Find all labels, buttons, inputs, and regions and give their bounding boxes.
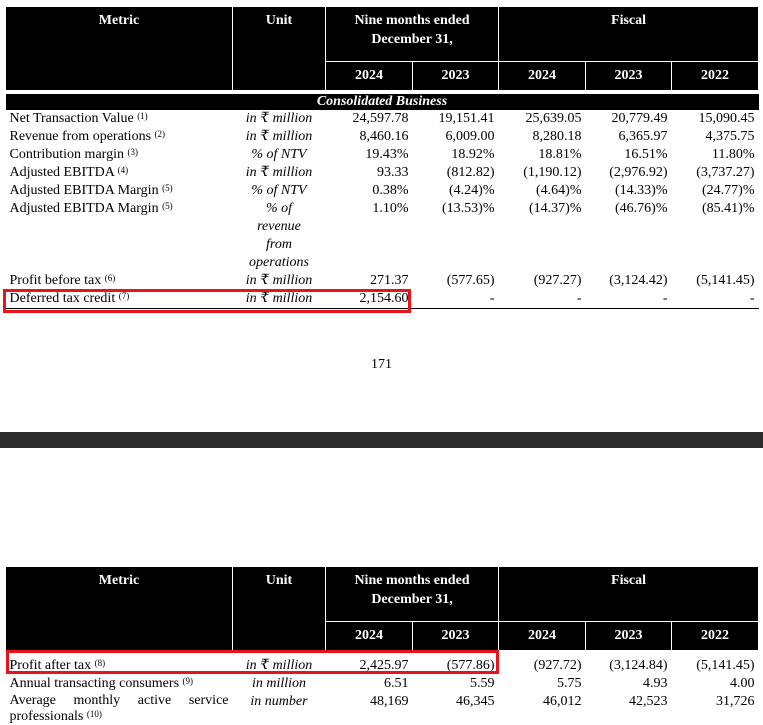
value-cell: (5,141.45) [696, 657, 755, 673]
metric-label: Profit after tax [9, 657, 92, 673]
unit-cell: in number [250, 693, 308, 709]
value-cell: 8,460.16 [359, 128, 409, 144]
table-row [6, 164, 759, 182]
value-cell: (14.33)% [615, 182, 668, 198]
metric-label: Adjusted EBITDA [9, 164, 115, 180]
value-cell: (14.37)% [529, 200, 582, 216]
metric-label: Contribution margin [9, 146, 124, 162]
value-cell: (3,124.84) [609, 657, 668, 673]
value-cell: 2,425.97 [359, 657, 409, 673]
header-year: 2023 [586, 622, 672, 652]
value-cell: (1,190.12) [523, 164, 582, 180]
kpi-table-top [5, 6, 759, 309]
value-cell: 6,009.00 [445, 128, 495, 144]
value-cell: 18.81% [538, 146, 582, 162]
metric-label: Net Transaction Value [9, 110, 134, 126]
metric-cell [6, 693, 233, 725]
footnote-ref: (5) [162, 182, 173, 193]
table-row [6, 146, 759, 164]
value-cell: 46,345 [456, 693, 495, 709]
value-cell: (85.41)% [702, 200, 755, 216]
header-nine-months: Nine months ended December 31, [326, 7, 499, 62]
value-cell: (812.82) [446, 164, 495, 180]
value-cell: 271.37 [370, 272, 409, 288]
value-cell: (927.27) [533, 272, 582, 288]
table-row [6, 693, 759, 725]
value-cell: 31,726 [716, 693, 755, 709]
value-cell: 24,597.78 [352, 110, 409, 126]
value-cell: 48,169 [370, 693, 409, 709]
section-title: Consolidated Business [6, 92, 759, 110]
value-cell: - [413, 290, 499, 309]
value-cell: 19.43% [365, 146, 409, 162]
header-year: 2024 [499, 62, 586, 92]
value-cell: (577.65) [446, 272, 495, 288]
value-cell: - [586, 290, 672, 309]
kpi-table-bottom [5, 566, 759, 725]
value-cell: 46,012 [543, 693, 582, 709]
unit-cell: in million [251, 675, 307, 691]
value-cell: - [499, 290, 586, 309]
metric-cell [6, 128, 233, 146]
value-cell: 20,779.49 [611, 110, 668, 126]
unit-cell: in ₹ million [245, 128, 313, 144]
value-cell: 11.80% [711, 146, 755, 162]
header-metric: Metric [6, 567, 233, 652]
value-cell: (2,976.92) [609, 164, 668, 180]
value-cell: (24.77)% [702, 182, 755, 198]
value-cell: 19,151.41 [438, 110, 495, 126]
value-cell: 0.38% [372, 182, 409, 198]
header-fiscal: Fiscal [499, 567, 759, 622]
metric-cell [6, 182, 233, 200]
value-cell: (3,737.27) [696, 164, 755, 180]
header-unit: Unit [233, 7, 326, 92]
page-number: 171 [371, 357, 392, 372]
header-metric: Metric [6, 7, 233, 92]
header-nine-months: Nine months ended December 31, [326, 567, 499, 622]
metric-label: Deferred tax credit [9, 290, 116, 306]
table-row [6, 200, 759, 272]
footnote-ref: (5) [162, 200, 173, 211]
value-cell: (3,124.42) [609, 272, 668, 288]
header-year: 2023 [413, 62, 499, 92]
table-row [6, 128, 759, 146]
metric-label: Average monthly active service professionals [9, 692, 229, 724]
value-cell: 5.59 [470, 675, 495, 691]
unit-cell: in ₹ million [233, 290, 326, 309]
header-fiscal: Fiscal [499, 7, 759, 62]
value-cell: 2,154.60 [326, 290, 413, 309]
value-cell: - [672, 290, 759, 309]
metric-cell [6, 146, 233, 164]
value-cell: 1.10% [372, 200, 409, 216]
value-cell: 25,639.05 [525, 110, 582, 126]
metric-label: Adjusted EBITDA Margin [9, 182, 159, 198]
footnote-ref: (8) [94, 657, 106, 668]
value-cell: 4.93 [643, 675, 668, 691]
highlight-profit-after-tax [6, 650, 499, 674]
table-row [6, 110, 759, 128]
value-cell: 16.51% [624, 146, 668, 162]
unit-cell: in ₹ million [245, 657, 313, 673]
unit-cell: % of NTV [251, 146, 307, 162]
metric-cell [6, 164, 233, 182]
footnote-ref: (6) [104, 272, 116, 283]
value-cell: 5.75 [557, 675, 582, 691]
footnote-ref: (3) [127, 146, 138, 157]
value-cell: 4,375.75 [705, 128, 755, 144]
header-year: 2023 [586, 62, 672, 92]
header-year: 2023 [413, 622, 499, 652]
header-year: 2022 [672, 622, 759, 652]
highlight-deferred-tax-credit [3, 289, 411, 313]
metric-label: Adjusted EBITDA Margin [9, 200, 159, 216]
footnote-ref: (4) [117, 164, 129, 175]
value-cell: 15,090.45 [698, 110, 755, 126]
header-unit: Unit [233, 567, 326, 652]
table-row [6, 675, 759, 693]
value-cell: (46.76)% [615, 200, 668, 216]
unit-cell: in ₹ million [245, 164, 313, 180]
header-year: 2022 [672, 62, 759, 92]
table-row [6, 272, 759, 290]
unit-cell: in ₹ million [245, 110, 313, 126]
value-cell: (4.24)% [449, 182, 495, 198]
header-year: 2024 [326, 622, 413, 652]
footnote-ref: (10) [86, 708, 102, 719]
value-cell: 6.51 [384, 675, 409, 691]
unit-label: % of revenue from operations [249, 200, 309, 270]
metric-cell [6, 272, 233, 290]
metric-cell [6, 110, 233, 128]
unit-cell [233, 200, 326, 272]
metric-cell [6, 200, 233, 272]
footnote-ref: (7) [118, 290, 130, 301]
page-break-divider [0, 432, 763, 448]
value-cell: (13.53)% [442, 200, 495, 216]
metric-label: Annual transacting consumers [9, 675, 180, 691]
unit-cell: in ₹ million [245, 272, 313, 288]
footnote-ref: (9) [182, 675, 194, 686]
metric-cell [6, 675, 233, 693]
value-cell: 42,523 [629, 693, 668, 709]
footnote-ref: (1) [137, 110, 148, 121]
value-cell: 6,365.97 [618, 128, 668, 144]
value-cell: 93.33 [377, 164, 409, 180]
table-row [6, 182, 759, 200]
value-cell: 18.92% [451, 146, 495, 162]
header-year: 2024 [499, 622, 586, 652]
unit-cell: % of NTV [251, 182, 307, 198]
value-cell: 4.00 [730, 675, 755, 691]
footnote-ref: (2) [154, 128, 166, 139]
value-cell: (927.72) [533, 657, 582, 673]
value-cell: (5,141.45) [696, 272, 755, 288]
value-cell: 8,280.18 [532, 128, 582, 144]
metric-label: Revenue from operations [9, 128, 152, 144]
header-year: 2024 [326, 62, 413, 92]
value-cell: (4.64)% [536, 182, 582, 198]
metric-label: Profit before tax [9, 272, 102, 288]
value-cell: (577.86) [446, 657, 495, 673]
